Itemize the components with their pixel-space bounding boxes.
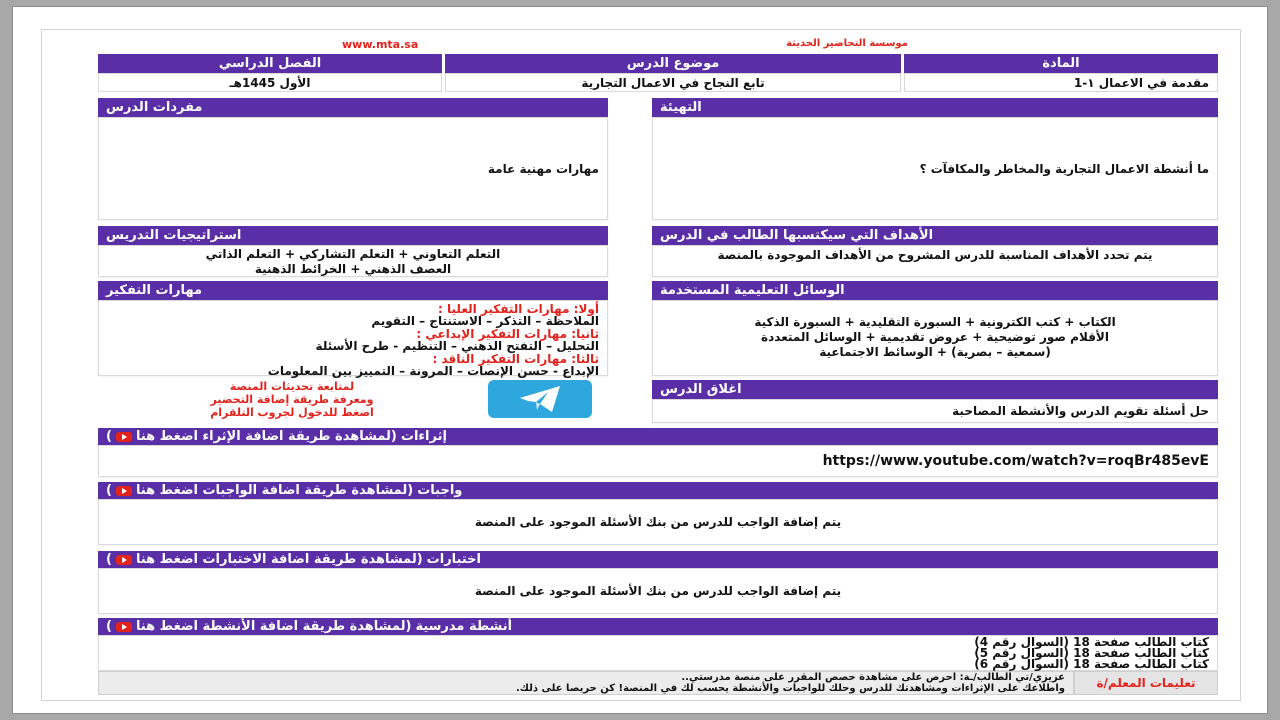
- aids-title: الوسائل التعليمية المستخدمة: [652, 281, 1218, 300]
- thinking-line-1: الملاحظة – التذكر – الاستنتاج – التقويم: [371, 314, 599, 328]
- paper-plane-icon: [518, 384, 562, 414]
- promo-line2: ومعرفة طريقة إضافة التحضير: [210, 393, 374, 406]
- teacher-line2: واطلاعك على الإثراءات ومشاهدتك للدرس وحلك للواجبات والأنشطة يحسب لك في المنصة! كن حريصا على ذلك.: [515, 683, 1065, 694]
- term-value: الأول 1445هـ: [98, 73, 442, 92]
- activity-item: كتاب الطالب صفحة 18 (السوال رقم 4): [974, 635, 1209, 649]
- vocab-text: مهارات مهنية عامة: [487, 161, 599, 176]
- thinking-heading-1: أولا: مهارات التفكير العليا :: [438, 302, 599, 316]
- strategies-box: [98, 245, 608, 277]
- tests-title: اختبارات: [426, 552, 481, 567]
- closing-title: اغلاق الدرس: [652, 380, 1218, 399]
- enrichment-title: إثراءات: [400, 429, 447, 444]
- subject-value: مقدمة في الاعمال ١-1: [904, 73, 1218, 92]
- thinking-line-3: الإبداع - حسن الإنصات – المرونة – التمييز بين المعلومات: [267, 364, 599, 378]
- teacher-label-text: تعليمات المعلم/ة: [1096, 676, 1196, 690]
- enrichment-video-link[interactable]: (لمشاهدة طريقة اضافة الإثراء اضغط هنا: [135, 429, 397, 444]
- vocab-title: مفردات الدرس: [98, 98, 608, 117]
- strategies-line2: العصف الذهني + الخرائط الذهنية: [254, 262, 452, 276]
- enrichment-header: [98, 428, 1218, 445]
- enrichment-box: [98, 445, 1218, 477]
- telegram-promo-text[interactable]: [152, 380, 432, 419]
- closing-box: [652, 399, 1218, 423]
- website-text[interactable]: www.mta.sa: [342, 38, 419, 51]
- enrichment-close-paren: ): [106, 429, 112, 444]
- aids-line2: الأقلام صور توضيحية + عروض تقديمية + الوسائل المتعددة: [761, 330, 1109, 344]
- page-frame: [12, 6, 1268, 714]
- subject-label: المادة: [904, 54, 1218, 73]
- thinking-title: مهارات التفكير: [98, 281, 608, 300]
- activities-box: [98, 635, 1218, 671]
- activities-video-link[interactable]: (لمشاهدة طريقة اضافة الأنشطة اضغط هنا: [135, 619, 412, 634]
- enrichment-url[interactable]: https://www.youtube.com/watch?v=roqBr485evE: [822, 453, 1209, 469]
- term-label: الفصل الدراسي: [98, 54, 442, 73]
- lesson-plan-sheet: [41, 29, 1241, 701]
- objectives-text: يتم تحدد الأهداف المناسبة للدرس المشروح من الأهداف الموجودة بالمنصة: [717, 248, 1153, 262]
- homework-box: [98, 499, 1218, 545]
- thinking-heading-2: ثانيا: مهارات التفكير الإبداعي :: [416, 327, 599, 341]
- objectives-title: الأهداف التي سيكتسبها الطالب في الدرس: [652, 226, 1218, 245]
- aids-line3: (سمعية – بصرية) + الوسائط الاجتماعية: [819, 345, 1051, 359]
- homework-title: واجبات: [417, 483, 463, 498]
- strategies-title: استراتيجيات التدريس: [98, 226, 608, 245]
- tests-text: يتم إضافة الواجب للدرس من بنك الأسئلة الموجود على المنصة: [474, 584, 842, 598]
- tests-video-link[interactable]: (لمشاهدة طريقة اضافة الاختبارات اضغط هنا: [135, 552, 423, 567]
- homework-header: [98, 482, 1218, 499]
- promo-line1: لمتابعة تحديثات المنصة: [229, 380, 355, 393]
- topic-value: تابع النجاح في الاعمال التجارية: [445, 73, 901, 92]
- vocab-box: [98, 117, 608, 220]
- objectives-box: [652, 245, 1218, 277]
- activity-item: كتاب الطالب صفحة 18 (السوال رقم 6): [974, 657, 1209, 671]
- strategies-line1: التعلم التعاوني + التعلم التشاركي + التعلم الذاتي: [205, 247, 501, 261]
- activities-title: أنشطة مدرسية: [415, 619, 513, 634]
- teacher-instructions: [98, 671, 1074, 695]
- homework-video-link[interactable]: (لمشاهدة طريقة اضافة الواجبات اضغط هنا: [135, 483, 414, 498]
- tests-box: [98, 568, 1218, 614]
- activities-close-paren: ): [106, 619, 112, 634]
- thinking-box: [98, 300, 608, 376]
- teacher-line1: عزيزي/تي الطالب/ـة: احرص على مشاهدة حصص المقرر على منصة مدرستي..: [681, 672, 1065, 683]
- homework-close-paren: ): [106, 483, 112, 498]
- activities-header: [98, 618, 1218, 635]
- warmup-title: التهيئة: [652, 98, 1218, 117]
- tests-header: [98, 551, 1218, 568]
- teacher-label: [1074, 671, 1218, 695]
- youtube-icon[interactable]: [116, 486, 132, 496]
- topic-label: موضوع الدرس: [445, 54, 901, 73]
- thinking-heading-3: ثالثا: مهارات التفكير الناقد :: [432, 352, 599, 366]
- org-name: موسسة التحاضير الحديثة: [786, 38, 908, 49]
- warmup-text: ما أنشطة الاعمال التجارية والمخاطر والمكافآت ؟: [919, 161, 1209, 176]
- homework-text: يتم إضافة الواجب للدرس من بنك الأسئلة الموجود على المنصة: [474, 515, 842, 529]
- promo-line3: اضغط للدخول لجروب التلقرام: [210, 406, 374, 419]
- activity-item: كتاب الطالب صفحة 18 (السوال رقم 5): [974, 646, 1209, 660]
- tests-close-paren: ): [106, 552, 112, 567]
- aids-line1: الكتاب + كتب الكترونية + السبورة التقليدية + السبورة الذكية: [754, 315, 1116, 329]
- aids-box: [652, 300, 1218, 376]
- youtube-icon[interactable]: [116, 622, 132, 632]
- telegram-icon[interactable]: [488, 380, 592, 418]
- youtube-icon[interactable]: [116, 432, 132, 442]
- closing-text: حل أسئلة تقويم الدرس والأنشطة المصاحبة: [952, 404, 1209, 418]
- youtube-icon[interactable]: [116, 555, 132, 565]
- warmup-box: [652, 117, 1218, 220]
- thinking-line-2: التحليل – التفتح الذهني – التنظيم - طرح الأسئلة: [315, 339, 599, 353]
